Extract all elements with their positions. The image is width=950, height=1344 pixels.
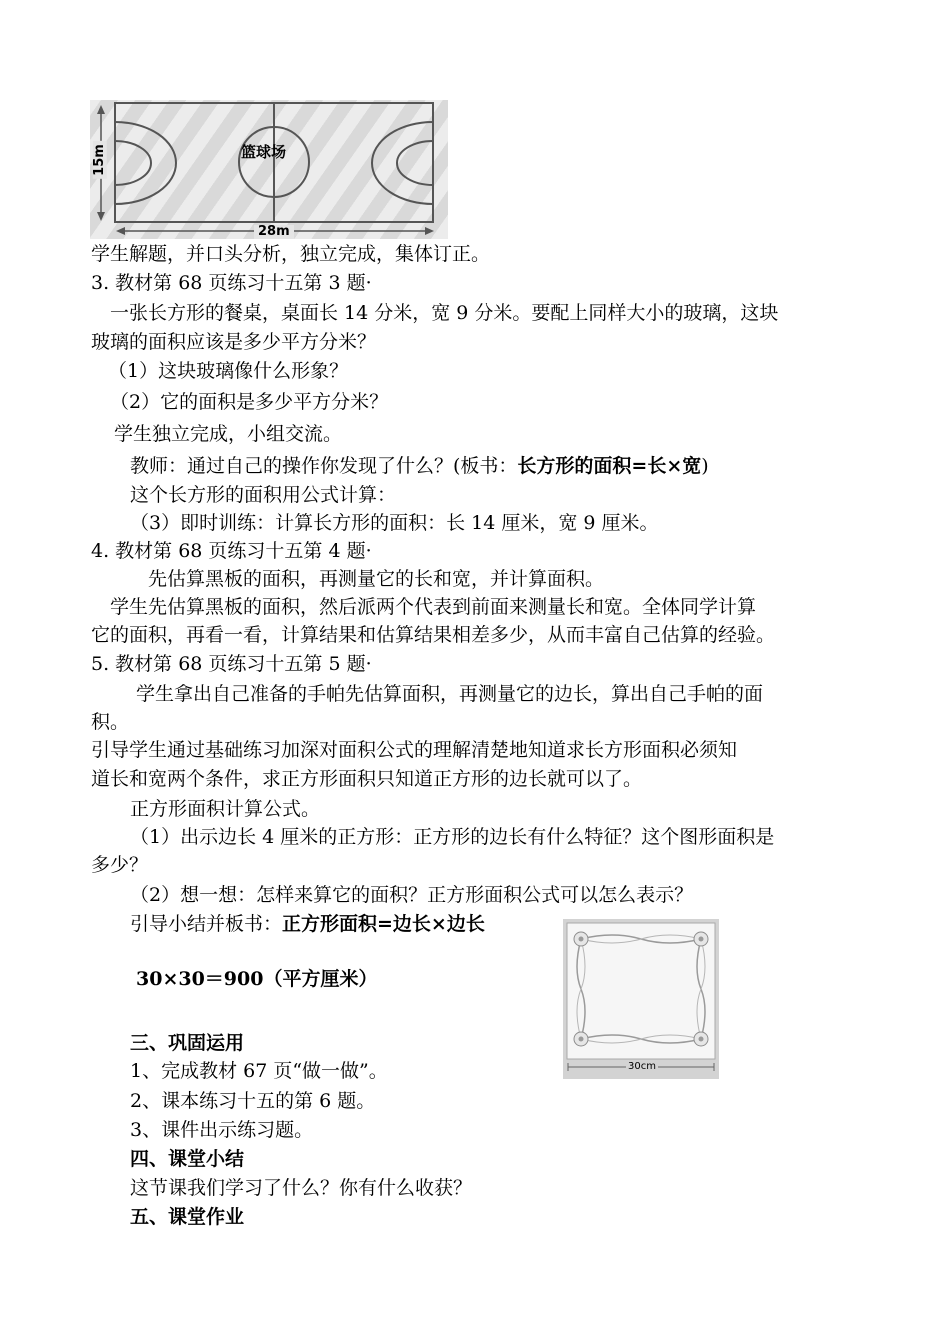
text-line: （3）即时训练：计算长方形的面积：长 14 厘米，宽 9 厘米。 <box>130 512 659 534</box>
text-line: 这节课我们学习了什么？你有什么收获？ <box>130 1177 473 1199</box>
exercise-heading: 5. 教材第 68 页练习十五第 5 题· <box>91 653 372 675</box>
text-line: 引导学生通过基础练习加深对面积公式的理解清楚地知道求长方形面积必须知 <box>91 739 738 761</box>
list-item: 2、课本练习十五的第 6 题。 <box>130 1090 376 1112</box>
text-line: 正方形面积计算公式。 <box>130 798 321 820</box>
calculation-result: 30×30＝900（平方厘米） <box>136 968 378 990</box>
text-line: （2）想一想：怎样来算它的面积？正方形面积公式可以怎么表示？ <box>130 884 694 906</box>
text-line: 学生拿出自己准备的手帕先估算面积，再测量它的边长，算出自己手帕的面 <box>136 683 764 705</box>
text-line: 这个长方形的面积用公式计算： <box>130 484 397 506</box>
handkerchief-side-label: 30cm <box>628 1061 656 1072</box>
formula-square-area: 正方形面积=边长×边长 <box>282 913 485 935</box>
text-line: 积。 <box>91 711 130 733</box>
text-line: 学生解题，并口头分析，独立完成，集体订正。 <box>91 243 491 265</box>
text-line: （1）出示边长 4 厘米的正方形：正方形的边长有什么特征？这个图形面积是 <box>130 826 775 848</box>
text-line: 道长和宽两个条件，求正方形面积只知道正方形的边长就可以了。 <box>91 768 643 790</box>
text-line: 学生先估算黑板的面积，然后派两个代表到前面来测量长和宽。全体同学计算 <box>91 596 757 618</box>
exercise-heading: 4. 教材第 68 页练习十五第 4 题· <box>91 540 372 562</box>
exercise-heading: 3. 教材第 68 页练习十五第 3 题· <box>91 272 372 294</box>
text-line: 教师：通过自己的操作你发现了什么？(板书：长方形的面积=长×宽) <box>130 455 709 477</box>
text-line: 一张长方形的餐桌，桌面长 14 分米，宽 9 分米。要配上同样大小的玻璃，这块 <box>91 302 779 324</box>
text-line: （1）这块玻璃像什么形象？ <box>108 360 349 382</box>
text-line: 学生独立完成，小组交流。 <box>114 423 343 445</box>
text-line: 引导小结并板书：正方形面积=边长×边长 <box>130 913 485 935</box>
text-line: （2）它的面积是多少平方分米？ <box>110 391 389 413</box>
court-width-label: 28m <box>254 225 294 239</box>
court-height-label: 15m <box>93 141 107 179</box>
text-line: 先估算黑板的面积，再测量它的长和宽，并计算面积。 <box>148 568 605 590</box>
section-heading: 五、课堂作业 <box>130 1206 245 1228</box>
section-heading: 四、课堂小结 <box>130 1148 245 1170</box>
list-item: 3、课件出示练习题。 <box>130 1119 314 1141</box>
text-line: 它的面积，再看一看，计算结果和估算结果相差多少，从而丰富自己估算的经验。 <box>91 624 776 646</box>
formula-rectangle-area: 长方形的面积=长×宽 <box>517 455 702 477</box>
basketball-court-figure <box>90 100 448 239</box>
text-line: 多少？ <box>91 854 149 876</box>
court-name-label: 篮球场 <box>241 143 287 161</box>
list-item: 1、完成教材 67 页“做一做”。 <box>130 1060 388 1082</box>
section-heading: 三、巩固运用 <box>130 1032 245 1054</box>
basketball-court-diagram <box>90 100 448 239</box>
text-line: 玻璃的面积应该是多少平方分米？ <box>91 331 377 353</box>
